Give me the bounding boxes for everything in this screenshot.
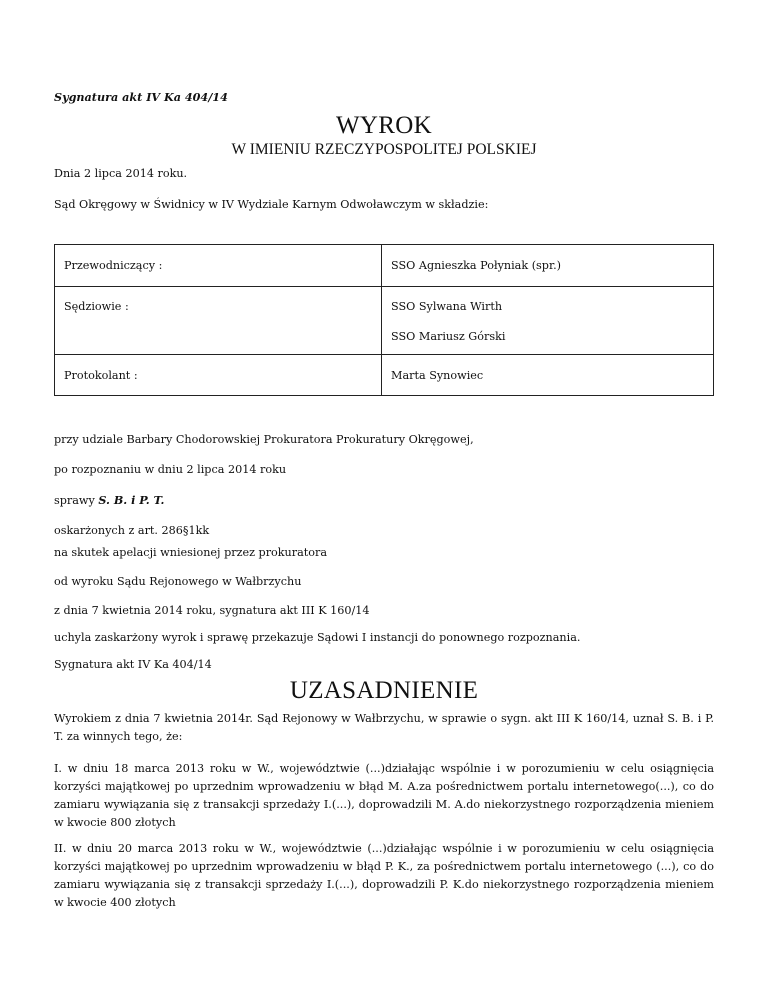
- clerk-value: Marta Synowiec: [391, 369, 484, 382]
- chair-row: [55, 245, 714, 287]
- judgment-date: Dnia 2 lipca 2014 roku.: [54, 167, 188, 180]
- judge-1: SSO Sylwana Wirth: [391, 300, 503, 313]
- clerk-row: [55, 355, 714, 396]
- justification-intro: Wyrokiem z dnia 7 kwietnia 2014r. Sąd Rejonowy w Wałbrzychu, w sprawie o sygn. akt III K 160/14, uznał S. B. i P. T. za winnych tego, że:: [54, 712, 714, 743]
- clerk-label: Protokolant :: [64, 369, 138, 382]
- judges-row: [55, 287, 714, 355]
- justification-point-1: I. w dniu 18 marca 2013 roku w W., województwie (...)działając wspólnie i w porozumieniu w celu osiągnięcia korzyści majątkowej po uprzednim wprowadzeniu w błąd M. A.za pośrednictwem portalu internetowego(...), co do zamiaru wywiązania się z transakcji sprzedaży I.(...), doprowadzili M. A.do niekorzystnego rozporządzenia mieniem w kwocie 800 złotych: [54, 762, 714, 829]
- case-prefix: sprawy: [54, 494, 99, 507]
- chair-label: Przewodniczący :: [64, 259, 163, 272]
- court-panel-table: [54, 244, 714, 396]
- appeal-line: na skutek apelacji wniesionej przez prokuratora: [54, 546, 328, 559]
- judgment-subtitle: W IMIENIU RZECZYPOSPOLITEJ POLSKIEJ: [231, 141, 537, 158]
- lower-court-line: od wyroku Sądu Rejonowego w Wałbrzychu: [54, 575, 302, 588]
- justification-point-2: II. w dniu 20 marca 2013 roku w W., województwie (...)działając wspólnie i w porozumieniu w celu osiągnięcia korzyści majątkowej po uprzednim wprowadzeniu w błąd P. K., za pośrednictwem portalu internetowego (...), co do zamiaru wywiązania się z transakcji sprzedaży I.(...), doprowadzili P. K.do niekorzystnego rozporządzenia mieniem w kwocie 400 złotych: [54, 842, 714, 909]
- case-signature-repeat: Sygnatura akt IV Ka 404/14: [54, 658, 212, 671]
- defendants-names: S. B. i P. T.: [98, 493, 165, 507]
- case-signature: Sygnatura akt IV Ka 404/14: [54, 90, 228, 104]
- judgment-title: WYROK: [336, 112, 432, 139]
- charge-line: oskarżonych z art. 286§1kk: [54, 524, 210, 537]
- court-composition: Sąd Okręgowy w Świdnicy w IV Wydziale Karnym Odwoławczym w składzie:: [54, 198, 489, 211]
- chair-value: SSO Agnieszka Połyniak (spr.): [391, 259, 561, 272]
- justification-title: UZASADNIENIE: [289, 677, 479, 704]
- ruling-line: uchyla zaskarżony wyrok i sprawę przekazuje Sądowi I instancji do ponownego rozpoznania.: [54, 631, 581, 644]
- hearing-date-line: po rozpoznaniu w dniu 2 lipca 2014 roku: [54, 463, 287, 476]
- judge-2: SSO Mariusz Górski: [391, 330, 506, 343]
- case-line: [54, 492, 164, 509]
- lower-judgment-line: z dnia 7 kwietnia 2014 roku, sygnatura akt III K 160/14: [54, 604, 370, 617]
- prosecutor-line: przy udziale Barbary Chodorowskiej Prokuratora Prokuratury Okręgowej,: [54, 433, 474, 446]
- judges-label: Sędziowie :: [64, 300, 129, 313]
